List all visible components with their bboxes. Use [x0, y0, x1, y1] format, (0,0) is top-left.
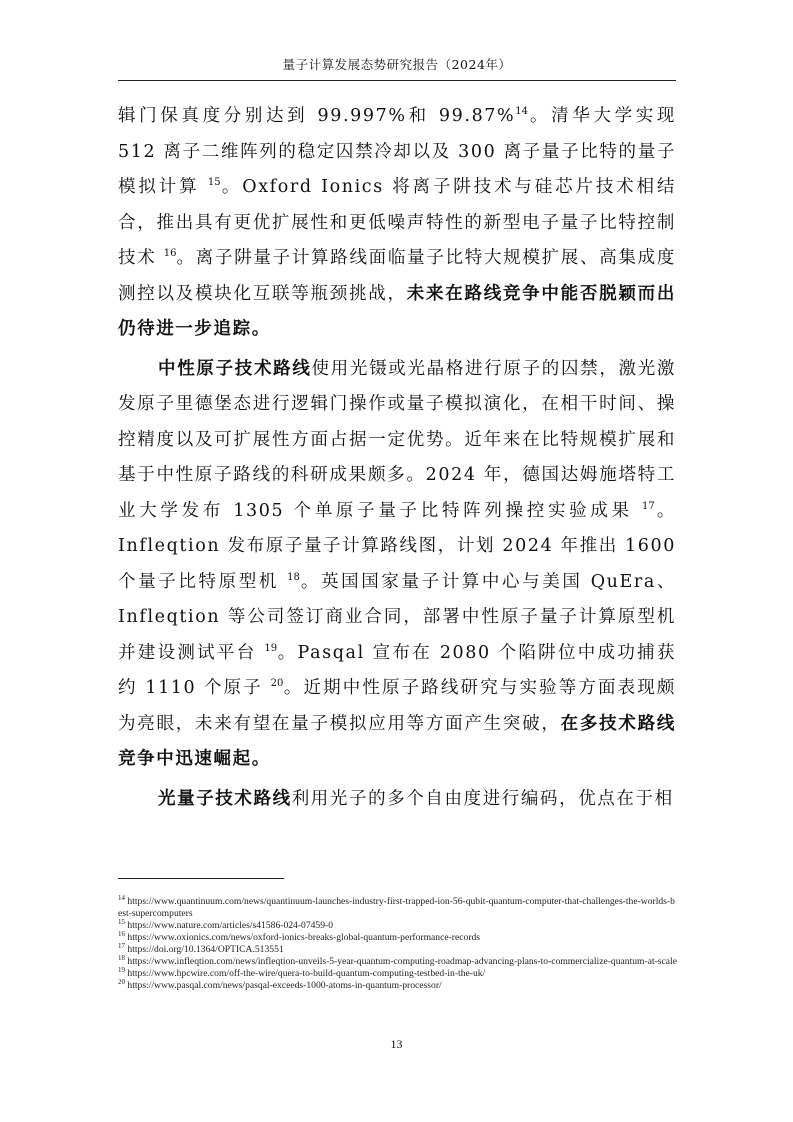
footnote-item — [118, 941, 678, 956]
text-run: 使用光镊或光晶格进行原子的囚禁，激光激发原子里德堡态进行逻辑门操作或量子模拟演化，在相干时间、操控精度以及可扩展性方面占据一定优势。近年来在比特规模扩展和基于中性原子路线的科研成果颇多。2024 年，德国达姆施塔特工业大学发布 1305 个单原子量子比特阵列操控实验成果 — [118, 358, 676, 521]
footnote-ref: 19 — [264, 642, 278, 654]
footnote-item — [118, 917, 678, 932]
footnote-number: 20 — [118, 977, 125, 986]
text-run: 。清华大学实现 512 离子二维阵列的稳定囚禁冷却以及 300 离子量子比特的量子模拟计算 — [118, 106, 676, 197]
footnote-url[interactable]: https://www.hpcwire.com/off-the-wire/quera-to-build-quantum-computing-testbed-in-the-uk/ — [125, 968, 486, 979]
footnote-item — [118, 953, 678, 968]
text-run: 。离子阱量子计算路线面临量子比特大规模扩展、高集成度测控以及模块化互联等瓶颈挑战， — [118, 248, 676, 304]
footnote-url[interactable]: https://www.pasqal.com/news/pasqal-exceeds-1000-atoms-in-quantum-processor/ — [125, 980, 442, 991]
emphasis-text: 未来在路线竞争中能否脱颖而出仍待进一步追踪。 — [118, 283, 677, 339]
footnote-number: 15 — [118, 917, 125, 926]
footnote-number: 17 — [118, 941, 125, 950]
footnote-number: 19 — [118, 965, 125, 974]
footnote-item — [118, 965, 678, 980]
footnote-item — [118, 977, 678, 992]
text-run: 。Pasqal 宣布在 2080 个陷阱位中成功捕获约 1110 个原子 — [118, 642, 676, 698]
emphasis-text: 在多技术路线竞争中迅速崛起。 — [118, 713, 676, 769]
page-number: 13 — [390, 1037, 403, 1051]
footnote-url[interactable]: https://doi.org/10.1364/OPTICA.513551 — [125, 944, 284, 955]
footnote-number: 16 — [118, 929, 125, 938]
footnote-ref: 16 — [163, 248, 177, 260]
running-header — [118, 56, 676, 81]
footnote-number: 14 — [118, 893, 125, 902]
footnote-number: 18 — [118, 953, 125, 962]
footnote-item — [118, 893, 678, 920]
body-paragraph — [118, 352, 676, 778]
footnote-ref: 17 — [642, 500, 655, 512]
footnote-url[interactable]: https://www.quantinuum.com/news/quantinuum-launches-industry-first-trapped-ion-56-qubit-quantum-computer-that-challenges-the-worlds-best-supercomputers — [118, 896, 675, 919]
footnote-ref: 20 — [270, 678, 284, 690]
text-run: 利用光子的多个自由度进行编码，优点在于相 — [291, 788, 674, 809]
footnote-divider — [118, 878, 284, 879]
emphasis-text: 中性原子技术路线 — [158, 358, 312, 379]
footnote-url[interactable]: https://www.oxionics.com/news/oxford-ionics-breaks-global-quantum-performance-records — [125, 932, 481, 943]
text-run: 。近期中性原子路线研究与实验等方面表现颇为亮眼，未来有望在量子模拟应用等方面产生突破， — [118, 678, 677, 734]
text-run: 辑门保真度分别达到 99.997%和 99.87% — [118, 106, 516, 126]
header-title: 量子计算发展态势研究报告（2024年） — [282, 57, 512, 72]
body-text — [118, 99, 676, 821]
footnote-ref: 15 — [207, 177, 221, 189]
footnotes-section — [118, 893, 678, 992]
footnote-item — [118, 929, 678, 944]
footnote-ref: 18 — [287, 571, 300, 583]
emphasis-text: 光量子技术路线 — [158, 788, 292, 809]
footnote-url[interactable]: https://www.nature.com/articles/s41586-024-07459-0 — [125, 920, 334, 931]
footnote-ref: 14 — [515, 106, 528, 118]
text-run: 。英国国家量子计算中心与美国 QuEra、Infleqtion 等公司签订商业合同，部署中性原子量子计算原型机并建设测试平台 — [118, 571, 676, 663]
footnote-url[interactable]: https://www.infleqtion.com/news/infleqtion-unveils-5-year-quantum-computing-roadmap-advancing-plans-to-commercialize-quantum-at-scale — [125, 956, 677, 967]
text-run: 。Infleqtion 发布原子量子计算路线图，计划 2024 年推出 1600 个量子比特原型机 — [118, 500, 676, 592]
body-paragraph — [118, 99, 676, 348]
body-paragraph — [118, 782, 676, 818]
text-run: 。Oxford Ionics 将离子阱技术与硅芯片技术相结合，推出具有更优扩展性和更低噪声特性的新型电子量子比特控制技术 — [118, 177, 677, 268]
